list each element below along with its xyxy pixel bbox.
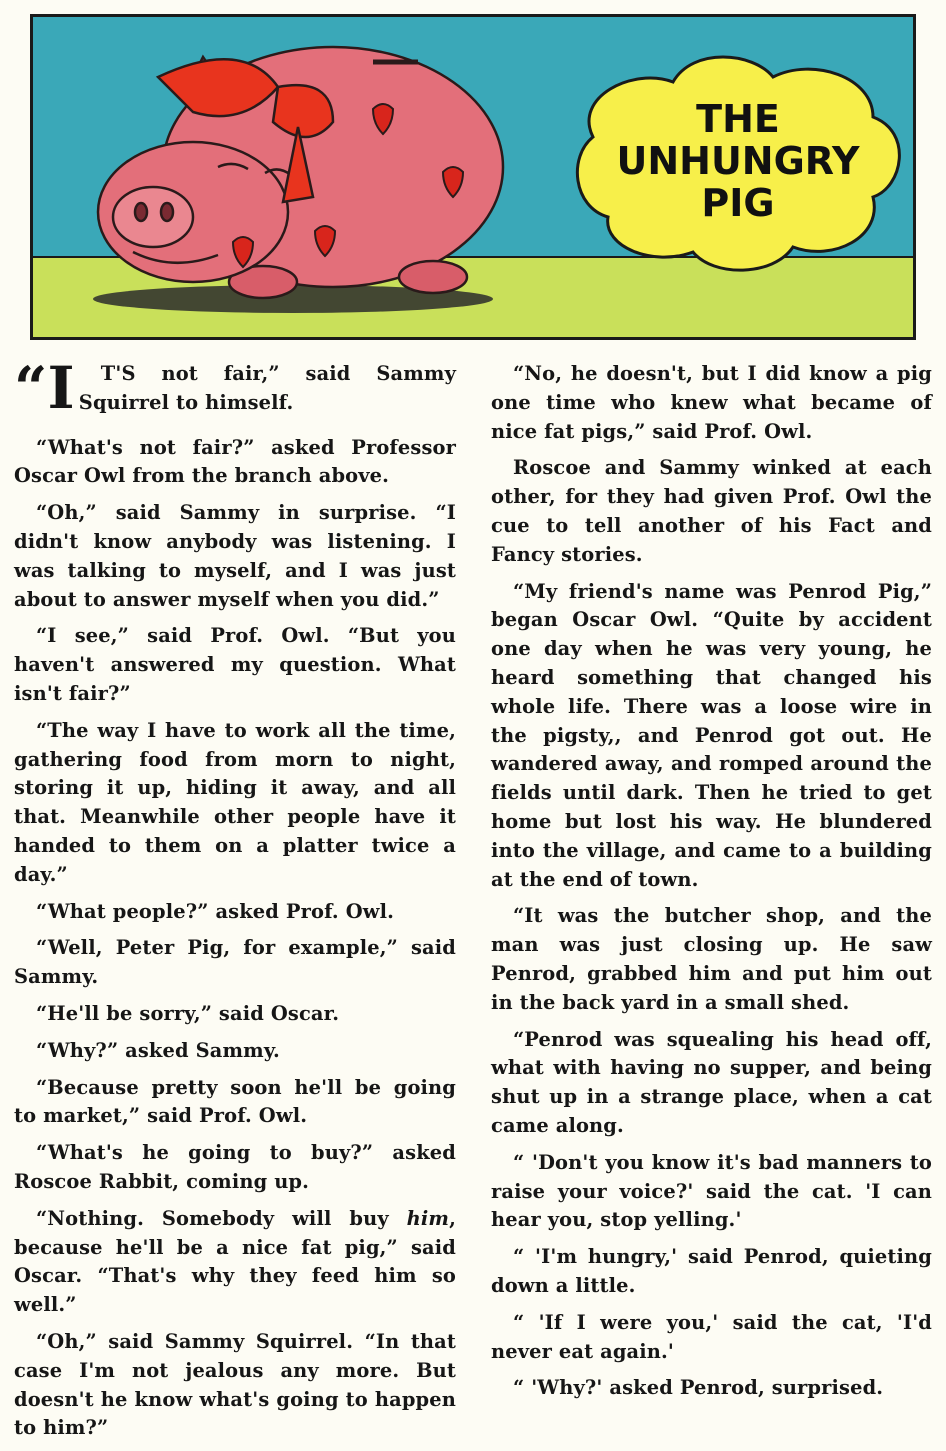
- paragraph: “What's he going to buy?” asked Roscoe Rabbit, coming up.: [14, 1141, 456, 1193]
- paragraph: “Why?” asked Sammy.: [36, 1038, 280, 1062]
- paragraph: “Penrod was squealing his head off, what with having no supper, and being shut up in a strange place, when a cat came along.: [491, 1027, 932, 1137]
- title-cloud: [577, 57, 899, 270]
- paragraph: “Because pretty soon he'll be going to market,” said Prof. Owl.: [14, 1075, 456, 1128]
- paragraph: “What people?” asked Prof. Owl.: [36, 899, 394, 923]
- paragraph: “ 'If I were you,' said the cat, 'I'd never eat again.': [491, 1310, 932, 1363]
- paragraph: [14, 1205, 456, 1320]
- paragraph: “ 'Why?' asked Penrod, surprised.: [513, 1376, 884, 1400]
- drop-cap: “I: [14, 354, 75, 422]
- paragraph: “I see,” said Prof. Owl. “But you haven't answered my question. What isn't fair?”: [14, 624, 456, 705]
- opening-paragraph: [14, 354, 456, 426]
- title-line-2: UNHUNGRY: [616, 139, 860, 183]
- paragraph: “Oh,” said Sammy Squirrel. “In that case I'm not jealous any more. But doesn't he know what's going to happen to him?”: [14, 1329, 456, 1440]
- title-line-1: THE: [696, 97, 780, 141]
- paragraph: “No, he doesn't, but I did know a pig one time who knew what became of nice fat pigs,” said Prof. Owl.: [491, 362, 932, 443]
- title-illustration: [33, 17, 913, 337]
- paragraph: “My friend's name was Penrod Pig,” began Oscar Owl. “Quite by accident one day when he was very young, he heard something that changed his whole life. There was a loose wire in the pigsty,, and Penrod got out. He wandered away, and romped around the fields until dark. Then he tried to get home but lost his way. He blundered into the village, and came to a building at the end of town.: [491, 579, 932, 891]
- paragraph: Roscoe and Sammy winked at each other, for they had given Prof. Owl the cue to tell another of his Fact and Fancy stories.: [491, 456, 932, 566]
- story-column-right: [491, 360, 932, 1411]
- paragraph: “The way I have to work all the time, gathering food from morn to night, storing it up, hiding it away, and all that. Meanwhile other people have it handed to them on a platter twice a day.”: [14, 718, 456, 886]
- emphasis-text: him: [406, 1206, 450, 1230]
- paragraph: “Oh,” said Sammy in surprise. “I didn't know anybody was listening. I was talking to myself, and I was just about to answer myself when you did.”: [14, 501, 456, 611]
- paragraph: “He'll be sorry,” said Oscar.: [36, 1001, 340, 1025]
- paragraph-text: , because he'll be a nice fat pig,” said Oscar. “That's why they feed him so well.”: [14, 1206, 456, 1317]
- story-column-left: [14, 354, 456, 1451]
- paragraph: “ 'I'm hungry,' said Penrod, quieting down a little.: [491, 1245, 932, 1297]
- title-line-3: PIG: [701, 181, 775, 225]
- title-panel: [30, 14, 916, 340]
- paragraph-text: “Nothing. Somebody will buy: [36, 1206, 407, 1230]
- paragraph: T'S not fair,” said Sammy Squirrel to himself.: [78, 362, 456, 414]
- paragraph: “What's not fair?” asked Professor Oscar Owl from the branch above.: [14, 435, 456, 488]
- paragraph: “ 'Don't you know it's bad manners to raise your voice?' said the cat. 'I can hear you, stop yelling.': [491, 1150, 932, 1232]
- paragraph: “Well, Peter Pig, for example,” said Sammy.: [14, 936, 456, 989]
- paragraph: “It was the butcher shop, and the man was just closing up. He saw Penrod, grabbed him and put him out in the back yard in a small shed.: [491, 904, 932, 1014]
